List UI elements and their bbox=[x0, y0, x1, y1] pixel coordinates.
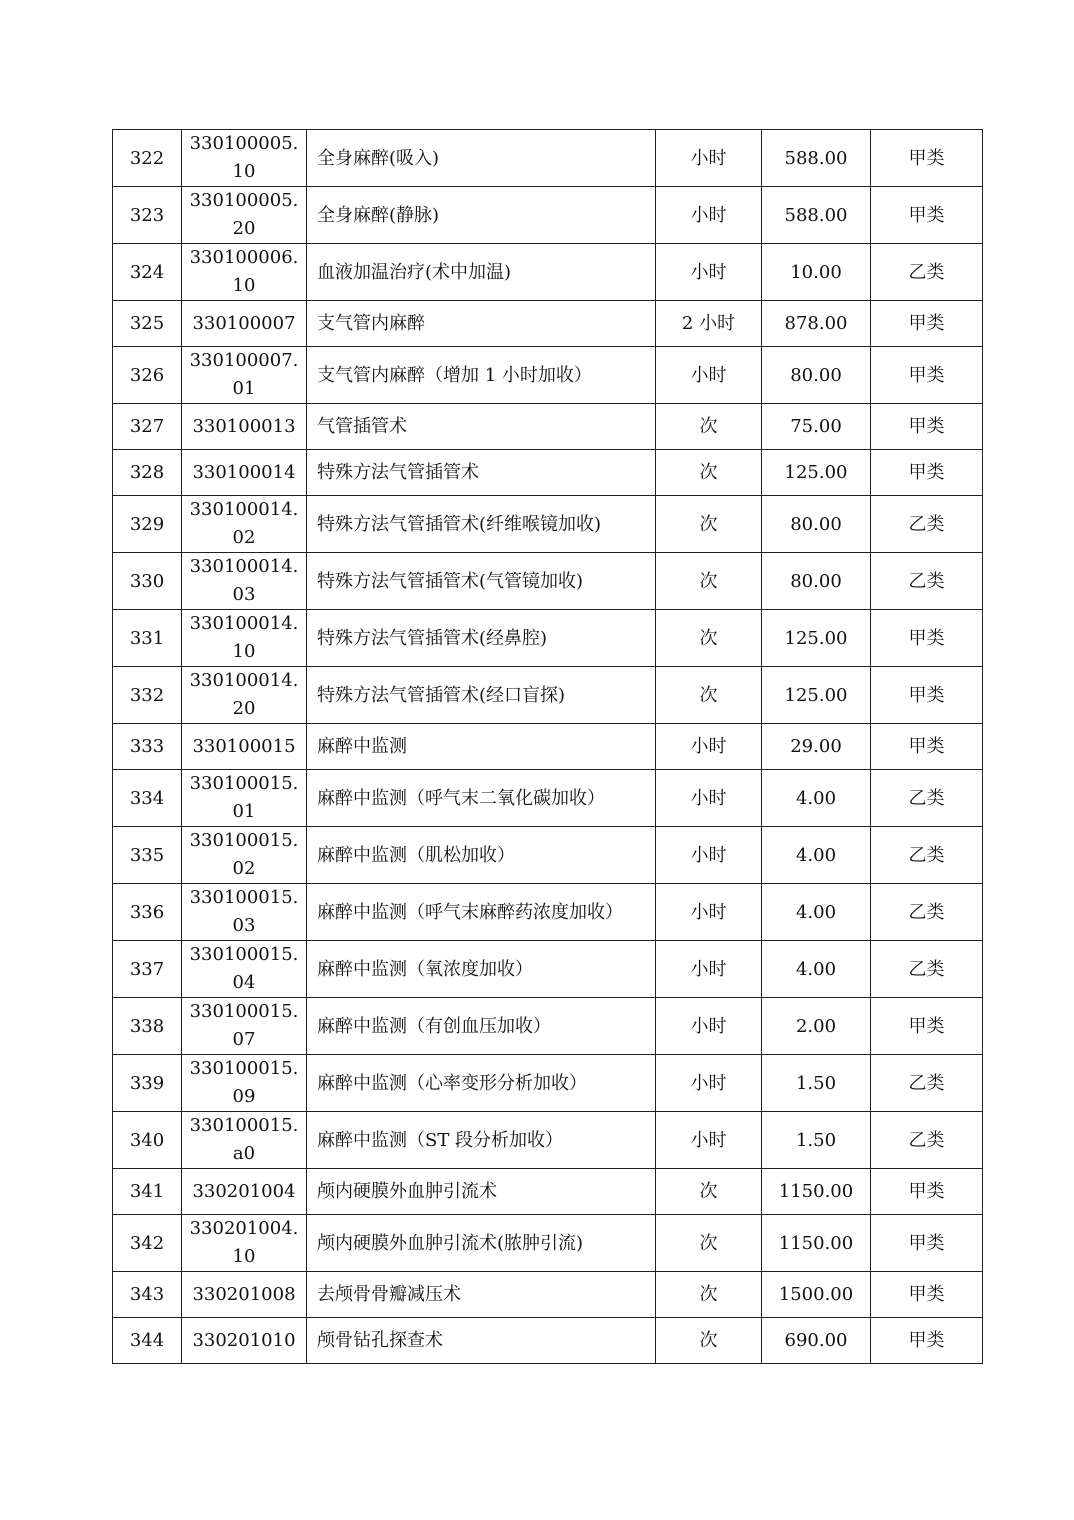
row-index: 340 bbox=[113, 1112, 182, 1169]
item-price: 2.00 bbox=[762, 998, 871, 1055]
item-price: 4.00 bbox=[762, 770, 871, 827]
item-name: 气管插管术 bbox=[307, 404, 656, 450]
table-row bbox=[113, 724, 983, 770]
item-category: 甲类 bbox=[871, 610, 983, 667]
item-unit: 次 bbox=[656, 450, 762, 496]
item-code bbox=[182, 347, 307, 404]
table-row bbox=[113, 1272, 983, 1318]
row-index: 331 bbox=[113, 610, 182, 667]
row-index: 338 bbox=[113, 998, 182, 1055]
item-unit: 小时 bbox=[656, 1112, 762, 1169]
item-name: 特殊方法气管插管术(经鼻腔) bbox=[307, 610, 656, 667]
item-unit: 小时 bbox=[656, 244, 762, 301]
item-category: 甲类 bbox=[871, 404, 983, 450]
item-price: 1150.00 bbox=[762, 1215, 871, 1272]
item-code bbox=[182, 130, 307, 187]
item-category: 甲类 bbox=[871, 187, 983, 244]
item-name: 血液加温治疗(术中加温) bbox=[307, 244, 656, 301]
item-code-line-1: 330100015. bbox=[189, 1001, 299, 1022]
item-price: 125.00 bbox=[762, 667, 871, 724]
item-category: 甲类 bbox=[871, 130, 983, 187]
item-name: 支气管内麻醉 bbox=[307, 301, 656, 347]
item-name: 特殊方法气管插管术(经口盲探) bbox=[307, 667, 656, 724]
item-price: 1150.00 bbox=[762, 1169, 871, 1215]
item-code-line-2: 03 bbox=[232, 584, 256, 605]
item-code-line-2: 07 bbox=[232, 1029, 256, 1050]
item-code-line-1: 330201004 bbox=[192, 1180, 296, 1202]
item-code-line-1: 330100006. bbox=[189, 247, 299, 268]
table-row bbox=[113, 941, 983, 998]
row-index: 337 bbox=[113, 941, 182, 998]
item-code-line-2: 02 bbox=[232, 858, 256, 879]
item-code-line-2: 09 bbox=[232, 1086, 256, 1107]
item-unit: 次 bbox=[656, 1169, 762, 1215]
row-index: 332 bbox=[113, 667, 182, 724]
item-price: 4.00 bbox=[762, 941, 871, 998]
item-unit: 小时 bbox=[656, 941, 762, 998]
item-code-line-1: 330100015. bbox=[189, 773, 299, 794]
table-row bbox=[113, 610, 983, 667]
row-index: 325 bbox=[113, 301, 182, 347]
item-code-line-1: 330100007 bbox=[192, 312, 296, 334]
row-index: 330 bbox=[113, 553, 182, 610]
item-price: 80.00 bbox=[762, 347, 871, 404]
item-price: 1.50 bbox=[762, 1112, 871, 1169]
item-code bbox=[182, 496, 307, 553]
item-code-line-2: 02 bbox=[232, 527, 256, 548]
item-unit: 小时 bbox=[656, 130, 762, 187]
table-row bbox=[113, 347, 983, 404]
item-price: 588.00 bbox=[762, 130, 871, 187]
table-row bbox=[113, 244, 983, 301]
item-code bbox=[182, 724, 307, 770]
row-index: 328 bbox=[113, 450, 182, 496]
item-category: 甲类 bbox=[871, 667, 983, 724]
row-index: 326 bbox=[113, 347, 182, 404]
item-code bbox=[182, 941, 307, 998]
item-name: 特殊方法气管插管术(纤维喉镜加收) bbox=[307, 496, 656, 553]
table-row bbox=[113, 187, 983, 244]
table-row bbox=[113, 1215, 983, 1272]
item-price: 80.00 bbox=[762, 553, 871, 610]
item-category: 甲类 bbox=[871, 301, 983, 347]
item-unit: 次 bbox=[656, 496, 762, 553]
item-code-line-1: 330100005. bbox=[189, 133, 299, 154]
item-name: 全身麻醉(静脉) bbox=[307, 187, 656, 244]
item-code-line-2: 20 bbox=[232, 698, 256, 719]
table-row bbox=[113, 553, 983, 610]
item-code-line-1: 330100014. bbox=[189, 499, 299, 520]
item-code-line-1: 330100015 bbox=[192, 735, 296, 757]
item-category: 乙类 bbox=[871, 496, 983, 553]
item-code bbox=[182, 1112, 307, 1169]
item-category: 乙类 bbox=[871, 1055, 983, 1112]
item-category: 甲类 bbox=[871, 1215, 983, 1272]
item-price: 690.00 bbox=[762, 1318, 871, 1364]
table-row bbox=[113, 404, 983, 450]
item-unit: 2 小时 bbox=[656, 301, 762, 347]
table-row bbox=[113, 496, 983, 553]
item-price: 10.00 bbox=[762, 244, 871, 301]
item-code-line-1: 330100005. bbox=[189, 190, 299, 211]
table-row bbox=[113, 884, 983, 941]
table-row bbox=[113, 998, 983, 1055]
item-category: 甲类 bbox=[871, 1318, 983, 1364]
item-price: 1500.00 bbox=[762, 1272, 871, 1318]
item-price: 29.00 bbox=[762, 724, 871, 770]
item-code bbox=[182, 827, 307, 884]
item-code bbox=[182, 1169, 307, 1215]
row-index: 323 bbox=[113, 187, 182, 244]
item-code bbox=[182, 998, 307, 1055]
table-row bbox=[113, 1169, 983, 1215]
item-unit: 小时 bbox=[656, 347, 762, 404]
item-price: 588.00 bbox=[762, 187, 871, 244]
item-code bbox=[182, 667, 307, 724]
item-name: 麻醉中监测（呼气末麻醉药浓度加收） bbox=[307, 884, 656, 941]
table-row bbox=[113, 1318, 983, 1364]
item-category: 甲类 bbox=[871, 450, 983, 496]
item-category: 甲类 bbox=[871, 1272, 983, 1318]
item-category: 甲类 bbox=[871, 724, 983, 770]
row-index: 339 bbox=[113, 1055, 182, 1112]
item-code bbox=[182, 404, 307, 450]
item-price: 4.00 bbox=[762, 827, 871, 884]
item-category: 甲类 bbox=[871, 1169, 983, 1215]
table-row bbox=[113, 827, 983, 884]
item-code bbox=[182, 553, 307, 610]
row-index: 343 bbox=[113, 1272, 182, 1318]
item-code bbox=[182, 610, 307, 667]
item-category: 乙类 bbox=[871, 553, 983, 610]
item-unit: 次 bbox=[656, 1215, 762, 1272]
fee-table-body bbox=[113, 130, 983, 1364]
item-price: 80.00 bbox=[762, 496, 871, 553]
item-price: 125.00 bbox=[762, 450, 871, 496]
item-name: 麻醉中监测 bbox=[307, 724, 656, 770]
item-name: 特殊方法气管插管术(气管镜加收) bbox=[307, 553, 656, 610]
item-code-line-2: 01 bbox=[232, 801, 256, 822]
item-name: 颅骨钻孔探查术 bbox=[307, 1318, 656, 1364]
table-row bbox=[113, 1055, 983, 1112]
item-name: 麻醉中监测（肌松加收） bbox=[307, 827, 656, 884]
item-code-line-1: 330100007. bbox=[189, 350, 299, 371]
item-code-line-1: 330100014. bbox=[189, 556, 299, 577]
item-unit: 小时 bbox=[656, 770, 762, 827]
item-code-line-1: 330100015. bbox=[189, 830, 299, 851]
item-name: 去颅骨骨瓣减压术 bbox=[307, 1272, 656, 1318]
item-code-line-2: 03 bbox=[232, 915, 256, 936]
item-category: 乙类 bbox=[871, 1112, 983, 1169]
item-code bbox=[182, 1318, 307, 1364]
item-code-line-1: 330100014 bbox=[192, 461, 296, 483]
table-row bbox=[113, 301, 983, 347]
item-unit: 次 bbox=[656, 553, 762, 610]
row-index: 344 bbox=[113, 1318, 182, 1364]
item-code bbox=[182, 244, 307, 301]
row-index: 342 bbox=[113, 1215, 182, 1272]
item-name: 麻醉中监测（氧浓度加收） bbox=[307, 941, 656, 998]
item-unit: 次 bbox=[656, 610, 762, 667]
item-unit: 次 bbox=[656, 667, 762, 724]
item-code-line-1: 330100014. bbox=[189, 613, 299, 634]
item-code-line-2: a0 bbox=[232, 1143, 256, 1164]
item-code-line-2: 20 bbox=[232, 218, 256, 239]
item-unit: 次 bbox=[656, 404, 762, 450]
item-name: 支气管内麻醉（增加 1 小时加收） bbox=[307, 347, 656, 404]
row-index: 341 bbox=[113, 1169, 182, 1215]
item-code-line-1: 330201008 bbox=[192, 1283, 296, 1305]
item-category: 乙类 bbox=[871, 884, 983, 941]
row-index: 322 bbox=[113, 130, 182, 187]
item-code bbox=[182, 450, 307, 496]
item-unit: 小时 bbox=[656, 724, 762, 770]
item-name: 全身麻醉(吸入) bbox=[307, 130, 656, 187]
item-unit: 次 bbox=[656, 1318, 762, 1364]
item-code-line-2: 10 bbox=[232, 275, 256, 296]
item-price: 125.00 bbox=[762, 610, 871, 667]
item-name: 颅内硬膜外血肿引流术 bbox=[307, 1169, 656, 1215]
item-code bbox=[182, 1272, 307, 1318]
item-code-line-1: 330100013 bbox=[192, 415, 296, 437]
item-code-line-2: 04 bbox=[232, 972, 256, 993]
table-row bbox=[113, 667, 983, 724]
item-price: 75.00 bbox=[762, 404, 871, 450]
row-index: 324 bbox=[113, 244, 182, 301]
row-index: 333 bbox=[113, 724, 182, 770]
item-code-line-1: 330201004. bbox=[189, 1218, 299, 1239]
row-index: 329 bbox=[113, 496, 182, 553]
item-code-line-1: 330100015. bbox=[189, 944, 299, 965]
item-code-line-1: 330100014. bbox=[189, 670, 299, 691]
item-code-line-1: 330201010 bbox=[192, 1329, 296, 1351]
item-code-line-1: 330100015. bbox=[189, 887, 299, 908]
row-index: 334 bbox=[113, 770, 182, 827]
item-unit: 小时 bbox=[656, 998, 762, 1055]
row-index: 327 bbox=[113, 404, 182, 450]
item-code-line-2: 10 bbox=[232, 1246, 256, 1267]
item-price: 4.00 bbox=[762, 884, 871, 941]
item-name: 麻醉中监测（ST 段分析加收） bbox=[307, 1112, 656, 1169]
item-code bbox=[182, 1215, 307, 1272]
item-category: 乙类 bbox=[871, 244, 983, 301]
item-unit: 小时 bbox=[656, 187, 762, 244]
item-code bbox=[182, 301, 307, 347]
item-category: 乙类 bbox=[871, 770, 983, 827]
item-code-line-2: 10 bbox=[232, 161, 256, 182]
item-category: 乙类 bbox=[871, 827, 983, 884]
table-row bbox=[113, 1112, 983, 1169]
item-category: 甲类 bbox=[871, 347, 983, 404]
item-unit: 小时 bbox=[656, 884, 762, 941]
row-index: 336 bbox=[113, 884, 182, 941]
table-row bbox=[113, 770, 983, 827]
item-price: 878.00 bbox=[762, 301, 871, 347]
item-code-line-1: 330100015. bbox=[189, 1058, 299, 1079]
item-category: 乙类 bbox=[871, 941, 983, 998]
item-code bbox=[182, 770, 307, 827]
item-code bbox=[182, 187, 307, 244]
row-index: 335 bbox=[113, 827, 182, 884]
item-name: 麻醉中监测（心率变形分析加收） bbox=[307, 1055, 656, 1112]
item-price: 1.50 bbox=[762, 1055, 871, 1112]
item-code bbox=[182, 884, 307, 941]
item-category: 甲类 bbox=[871, 998, 983, 1055]
item-unit: 小时 bbox=[656, 1055, 762, 1112]
item-code-line-2: 01 bbox=[232, 378, 256, 399]
item-code-line-1: 330100015. bbox=[189, 1115, 299, 1136]
item-code-line-2: 10 bbox=[232, 641, 256, 662]
item-unit: 小时 bbox=[656, 827, 762, 884]
table-row bbox=[113, 130, 983, 187]
table-row bbox=[113, 450, 983, 496]
item-code bbox=[182, 1055, 307, 1112]
item-name: 麻醉中监测（呼气末二氧化碳加收） bbox=[307, 770, 656, 827]
item-unit: 次 bbox=[656, 1272, 762, 1318]
item-name: 特殊方法气管插管术 bbox=[307, 450, 656, 496]
item-name: 麻醉中监测（有创血压加收） bbox=[307, 998, 656, 1055]
fee-table bbox=[112, 129, 983, 1364]
item-name: 颅内硬膜外血肿引流术(脓肿引流) bbox=[307, 1215, 656, 1272]
